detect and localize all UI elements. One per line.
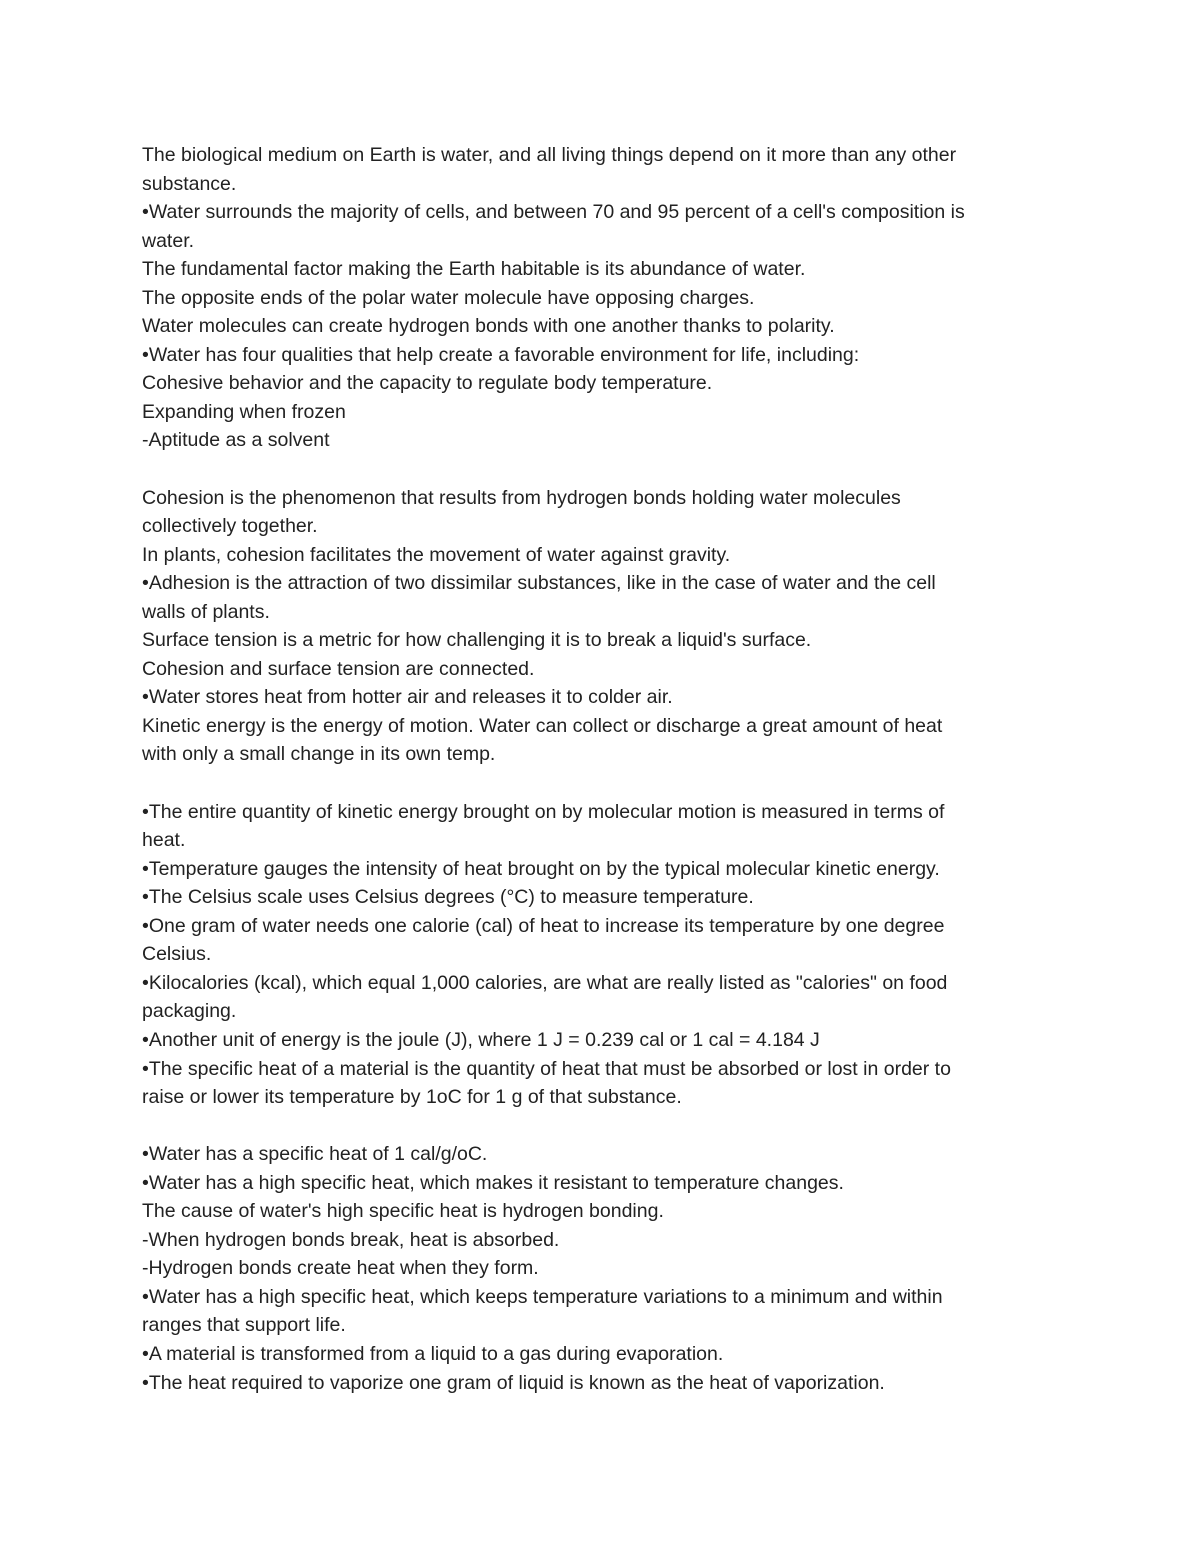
text-line: -When hydrogen bonds break, heat is absorbed. [142, 1228, 560, 1251]
text-line: •The entire quantity of kinetic energy brought on by molecular motion is measured in terms of [142, 800, 945, 823]
text-line: -Aptitude as a solvent [142, 429, 330, 452]
blank-line [142, 1112, 1062, 1141]
text-line: with only a small change in its own temp. [142, 743, 496, 766]
text-line: •One gram of water needs one calorie (cal) of heat to increase its temperature by one degree [142, 914, 945, 937]
text-line: -Hydrogen bonds create heat when they form. [142, 1257, 539, 1280]
text-line: water. [142, 229, 195, 252]
text-line: •The heat required to vaporize one gram of liquid is known as the heat of vaporization. [142, 1371, 885, 1394]
text-line: Kinetic energy is the energy of motion. Water can collect or discharge a great amount of heat [142, 714, 943, 737]
text-line: raise or lower its temperature by 1oC for 1 g of that substance. [142, 1086, 682, 1109]
text-line: The biological medium on Earth is water, and all living things depend on it more than any other [142, 144, 957, 166]
text-line: •A material is transformed from a liquid to a gas during evaporation. [142, 1342, 724, 1365]
text-line: heat. [142, 829, 186, 852]
text-line: Water molecules can create hydrogen bonds with one another thanks to polarity. [142, 315, 835, 338]
text-line: •Temperature gauges the intensity of heat brought on by the typical molecular kinetic energy. [142, 857, 940, 880]
text-line: •Water surrounds the majority of cells, and between 70 and 95 percent of a cell's composition is [142, 201, 965, 224]
text-line: •The Celsius scale uses Celsius degrees (°C) to measure temperature. [142, 886, 754, 909]
document-page [142, 141, 1062, 1397]
text-line: •Adhesion is the attraction of two dissimilar substances, like in the case of water and the cell [142, 572, 936, 595]
text-line: Cohesion is the phenomenon that results from hydrogen bonds holding water molecules [142, 486, 901, 509]
text-line: Cohesion and surface tension are connected. [142, 657, 535, 680]
text-line: •Water stores heat from hotter air and releases it to colder air. [142, 686, 673, 709]
text-line: •Water has a high specific heat, which makes it resistant to temperature changes. [142, 1171, 844, 1194]
text-line: The fundamental factor making the Earth habitable is its abundance of water. [142, 258, 806, 281]
text-line: substance. [142, 172, 237, 195]
text-line: packaging. [142, 1000, 237, 1023]
text-line: Surface tension is a metric for how challenging it is to break a liquid's surface. [142, 629, 812, 652]
text-line: Celsius. [142, 943, 212, 966]
blank-line [142, 769, 1062, 798]
text-line: collectively together. [142, 515, 318, 538]
text-line: The opposite ends of the polar water molecule have opposing charges. [142, 286, 755, 309]
text-line: Cohesive behavior and the capacity to regulate body temperature. [142, 372, 713, 395]
text-line: •Water has a high specific heat, which keeps temperature variations to a minimum and within [142, 1285, 943, 1308]
text-line: ranges that support life. [142, 1314, 346, 1337]
text-line: •The specific heat of a material is the quantity of heat that must be absorbed or lost in order to [142, 1057, 951, 1080]
text-line: The cause of water's high specific heat is hydrogen bonding. [142, 1200, 664, 1223]
text-line: •Water has a specific heat of 1 cal/g/oC. [142, 1143, 488, 1166]
text-line: In plants, cohesion facilitates the movement of water against gravity. [142, 543, 731, 566]
text-line: •Water has four qualities that help create a favorable environment for life, including: [142, 343, 860, 366]
blank-line [142, 455, 1062, 484]
text-line: •Kilocalories (kcal), which equal 1,000 calories, are what are really listed as "calories" on food [142, 971, 948, 994]
text-line: •Another unit of energy is the joule (J), where 1 J = 0.239 cal or 1 cal = 4.184 J [142, 1028, 820, 1051]
text-line: walls of plants. [142, 600, 270, 623]
text-line: Expanding when frozen [142, 400, 346, 423]
